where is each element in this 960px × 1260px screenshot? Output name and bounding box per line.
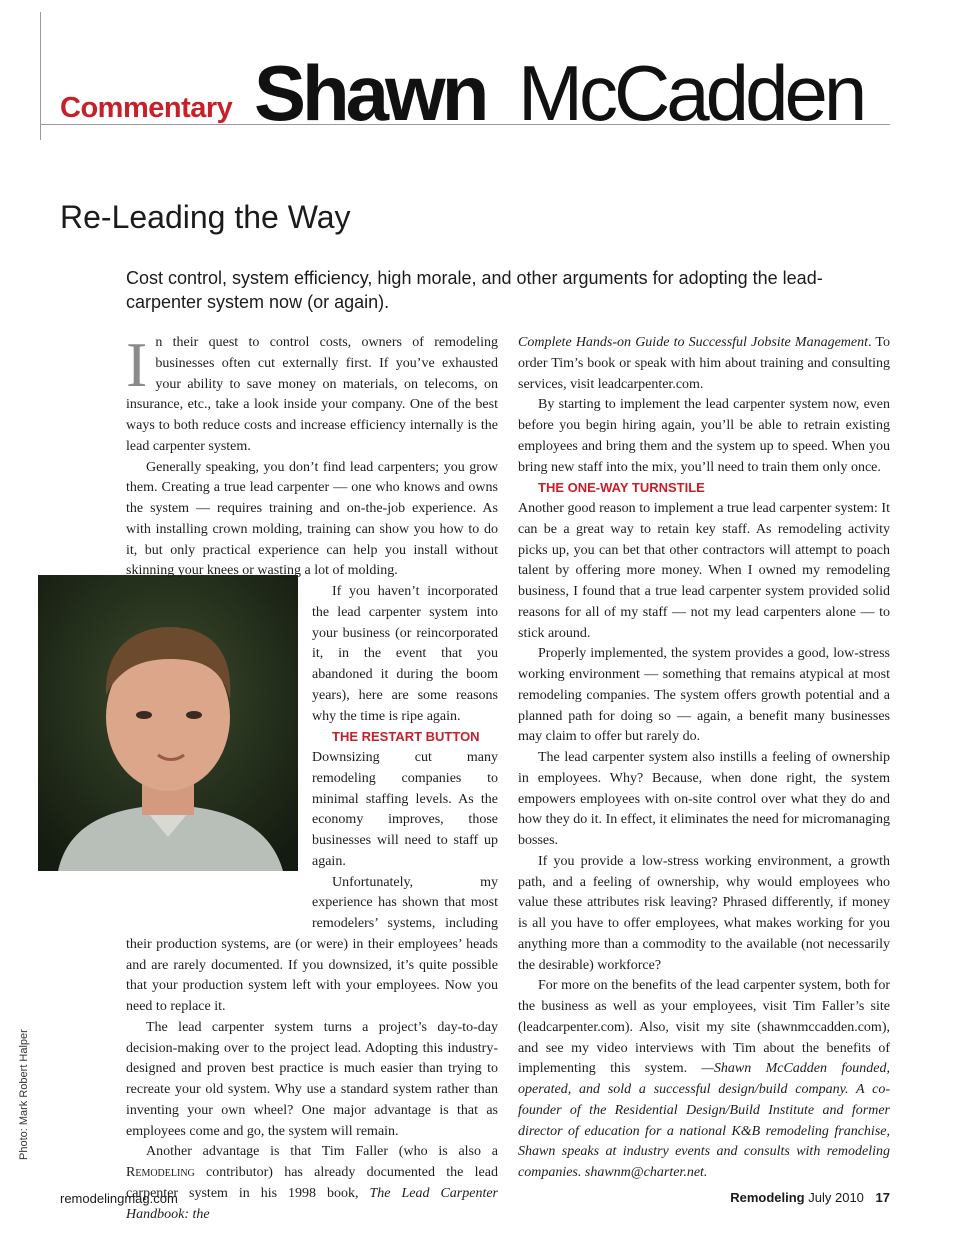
left-column xyxy=(126,329,498,1225)
footer-magazine-name: Remodeling xyxy=(730,1190,805,1205)
subhead-one-way-turnstile: THE ONE-WAY TURNSTILE xyxy=(538,480,705,496)
paragraph: The lead carpenter system also instills a feeling of ownership in employees. Why? Because, when done right, the system empowers employees with on-site control over what they do and how they do it. In effect, it eliminates the need for micromanaging bosses. xyxy=(518,750,890,848)
author-bio: —Shawn McCadden founded, operated, and sold a successful design/build company. A co-founder of the Residential Design/Build Institute and former director of education for a national K&B remodeling franchise, Shawn speaks at industry events and consults with remodeling companies. shawnm@charter.net. xyxy=(518,1061,890,1180)
paragraph: Generally speaking, you don’t find lead carpenters; you grow them. Creating a true lead carpenter — one who knows and owns the system — requires training and on-the-job experience. As with installing crown molding, training can show you how to do it, but only practical experience can help you install without skinning your knees or wasting a lot of molding. xyxy=(126,459,498,579)
subhead-restart-button: THE RESTART BUTTON xyxy=(332,729,480,745)
footer-page-number: 17 xyxy=(875,1190,890,1205)
photo-wrap-spacer xyxy=(126,582,312,916)
author-last-name: McCadden xyxy=(518,49,864,137)
article-deck: Cost control, system efficiency, high morale, and other arguments for adopting the lead-carpenter system now (or again). xyxy=(126,268,823,312)
footer-issue-date: July 2010 xyxy=(808,1190,864,1205)
paragraph: If you haven’t incorporated the lead carpenter system into your business (or reincorporated it, in the event that you abandoned it during the boom years), here are some reasons why the time is ripe again. xyxy=(312,584,498,724)
paragraph: By starting to implement the lead carpenter system now, even before you begin hiring again, you’ll be able to retrain existing employees and bring them and the system up to speed. When you bring new staff into the mix, you’ll need to train them only once. xyxy=(518,397,890,475)
paragraph: Complete Hands-on Guide to Successful Jobsite Management. To order Tim’s book or speak with him about training and consulting services, visit leadcarpenter.com. xyxy=(518,335,890,392)
drop-cap: I xyxy=(126,329,148,400)
footer-folio xyxy=(730,1190,890,1205)
photo-credit: Photo: Mark Robert Halper xyxy=(18,1029,30,1160)
footer-site-url: remodelingmag.com xyxy=(60,1191,178,1206)
header-vertical-rule xyxy=(40,12,41,140)
article-headline: Re-Leading the Way xyxy=(60,199,351,235)
section-label: Commentary xyxy=(60,92,233,124)
paragraph: If you provide a low-stress working environment, a growth path, and a feeling of ownership, why would employees who value these attributes risk leaving? Phrased differently, if money is all you have to offer employees, what makes working for you anything more than a commodity to the available (not necessarily the desirable) workforce? xyxy=(518,853,890,973)
paragraph: For more on the benefits of the lead carpenter system, both for the business as well as your employees, visit Tim Faller’s site (leadcarpenter.com). Also, visit my site (shawnmccadden.com), and see my video interviews with Tim about the benefits of implementing this system. —Shawn McCadden founded, operated, and sold a successful design/build company. A co-founder of the Residential Design/Build Institute and former director of education for a national K&B remodeling franchise, Shawn speaks at industry events and consults with remodeling companies. shawnm@charter.net. xyxy=(518,978,890,1180)
paragraph: Properly implemented, the system provides a good, low-stress working environment — something that remains atypical at most remodeling companies. The system offers growth potential and a planned path for doing so — again, a benefit many businesses may claim to offer but rarely do. xyxy=(518,646,890,745)
paragraph: The lead carpenter system turns a project’s day-to-day decision-making over to the project lead. Adopting this industry-designed and proven best practice is much easier than trying to recreate your old system. Why use a standard system rather than inventing your own wheel? One major advantage is that as employees come and go, the system will remain. xyxy=(126,1019,498,1139)
paragraph: In their quest to control costs, owners of remodeling businesses often cut externally first. If you’ve exhausted your ability to save money on materials, on telecoms, on insurance, etc., take a look inside your company. One of the best ways to both reduce costs and increase efficiency internally is the lead carpenter system. xyxy=(126,329,498,454)
paragraph: Unfortunately, my experience has shown that most remodelers’ systems, including their production systems, are (or were) in their employees’ heads and are rarely documented. If you downsized, it’s quite possible that your production system left with your employees. Now you need to replace it. xyxy=(126,874,498,1014)
author-first-name: Shawn xyxy=(254,49,486,137)
paragraph: Another good reason to implement a true lead carpenter system: It can be a great way to retain key staff. As remodeling activity picks up, you can bet that other contractors will attempt to poach talent by offering more money. When I owned my remodeling business, I found that a true lead carpenter system provided solid reasons for all of my staff — not my lead carpenters alone — to stick around. xyxy=(518,501,890,641)
right-column xyxy=(518,333,890,1184)
paragraph: Another advantage is that Tim Faller (who is also a Remodeling contributor) has already documented the lead carpenter system in his 1998 book, The Lead Carpenter Handbook: the xyxy=(126,1144,498,1222)
paragraph: Downsizing cut many remodeling companies to minimal staffing levels. As the economy improves, those businesses will need to staff up again. xyxy=(312,750,498,869)
